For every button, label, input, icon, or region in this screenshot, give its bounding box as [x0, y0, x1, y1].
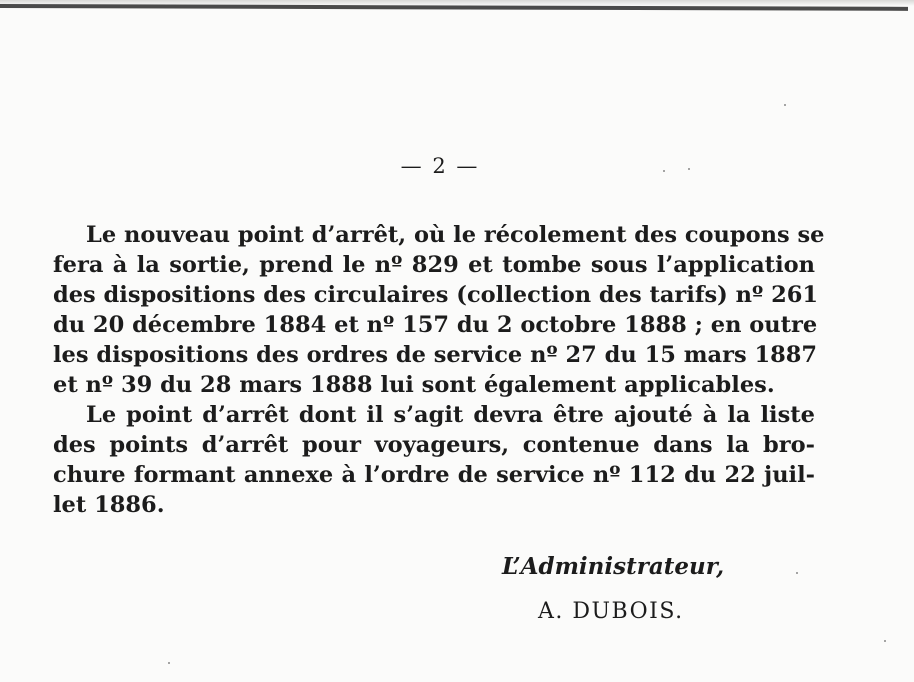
paper-speck — [784, 104, 786, 106]
body-line: chure formant annexe à l’ordre de service nº 112 du 22 juil- — [53, 462, 815, 488]
page-number: — 2 — — [400, 154, 480, 178]
body-line: Le nouveau point d’arrêt, où le récolement des coupons se — [86, 222, 825, 248]
body-line: fera à la sortie, prend le nº 829 et tombe sous l’application — [53, 252, 815, 278]
paper-speck — [884, 640, 886, 642]
body-line: les dispositions des ordres de service nº 27 du 15 mars 1887 — [53, 342, 818, 368]
signature-name: A. DUBOIS. — [538, 599, 684, 624]
body-line: des points d’arrêt pour voyageurs, contenue dans la bro- — [53, 432, 815, 458]
body-line: let 1886. — [53, 492, 165, 518]
paper-speck — [796, 572, 798, 574]
body-line: du 20 décembre 1884 et nº 157 du 2 octobre 1888 ; en outre — [53, 312, 818, 338]
paper-speck — [663, 170, 665, 172]
signature-title: L’Administrateur, — [502, 553, 725, 580]
paper-speck — [168, 662, 170, 664]
body-line: Le point d’arrêt dont il s’agit devra être ajouté à la liste — [86, 402, 815, 428]
paper-speck — [688, 168, 690, 170]
body-line: des dispositions des circulaires (collection des tarifs) nº 261 — [53, 282, 819, 308]
document-body — [53, 220, 825, 520]
body-line: et nº 39 du 28 mars 1888 lui sont également applicables. — [53, 372, 775, 398]
